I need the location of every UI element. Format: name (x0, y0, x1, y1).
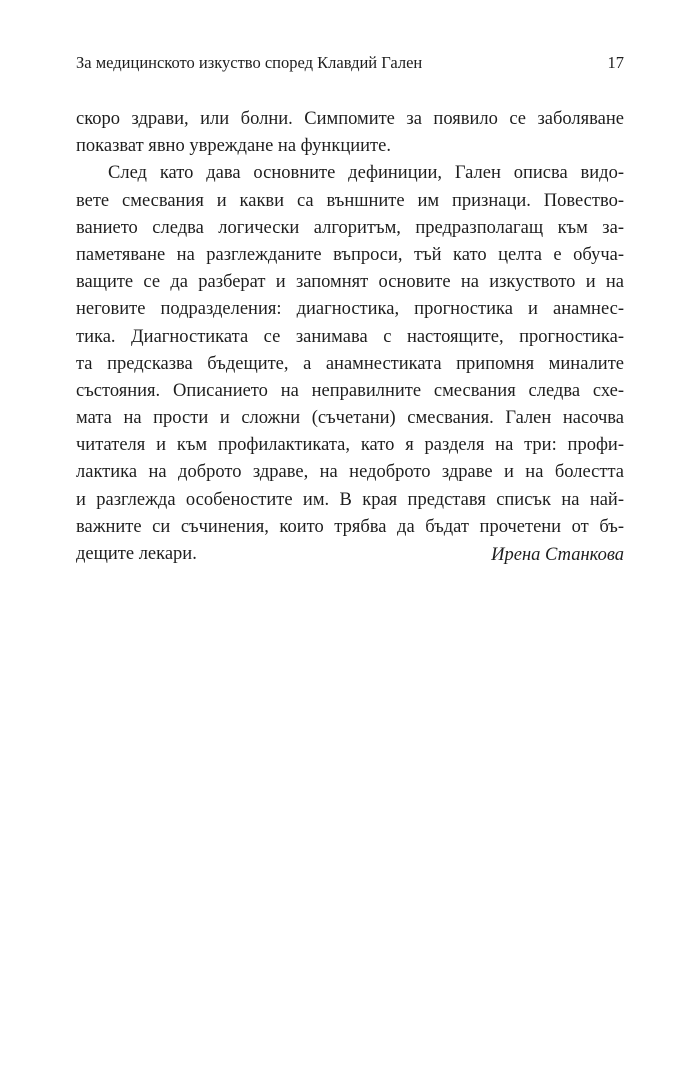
text-line: ванието следва логически алгоритъм, предразполагащ към за- (76, 217, 624, 238)
text-line: лактика на доброто здраве, на недоброто здраве и на болестта (76, 462, 624, 483)
text-line: дещите лекари. (76, 544, 197, 564)
text-line: След като дава основните дефиниции, Гален описва видо- (108, 163, 624, 184)
text-line: тика. Диагностиката се занимава с настоящите, прогностика- (76, 326, 624, 347)
text-line: читателя и към профилактиката, като я разделя на три: профи- (76, 435, 624, 456)
text-line: важните си съчинения, които трябва да бъдат прочетени от бъ- (76, 516, 624, 537)
author-signature: Ирена Станкова (491, 545, 624, 565)
text-line: неговите подразделения: диагностика, прогностика и анамнес- (76, 299, 624, 320)
text-line: и разглежда особеностите им. В края представя списък на най- (76, 489, 624, 510)
text-line: паметяване на разглежданите въпроси, тъй като целта е обуча- (76, 244, 624, 265)
body-text (76, 106, 624, 568)
page-number: 17 (607, 53, 624, 72)
running-title: За медицинското изкуство според Клавдий Гален (76, 53, 423, 72)
text-line: ващите се да разберат и запомнят основите на изкуството и на (76, 272, 624, 293)
text-line: вете смесвания и какви са външните им признаци. Повество- (76, 190, 624, 211)
text-line: състояния. Описанието на неправилните смесвания следва схе- (76, 380, 624, 401)
text-line: мата на прости и сложни (съчетани) смесвания. Гален насочва (76, 408, 624, 429)
text-line: скоро здрави, или болни. Симпомите за появило се заболяване (76, 109, 624, 129)
text-line: та предсказва бъдещите, а анамнестиката припомня миналите (76, 353, 624, 374)
running-header (76, 52, 624, 74)
text-line: показват явно увреждане на функциите. (76, 136, 391, 157)
